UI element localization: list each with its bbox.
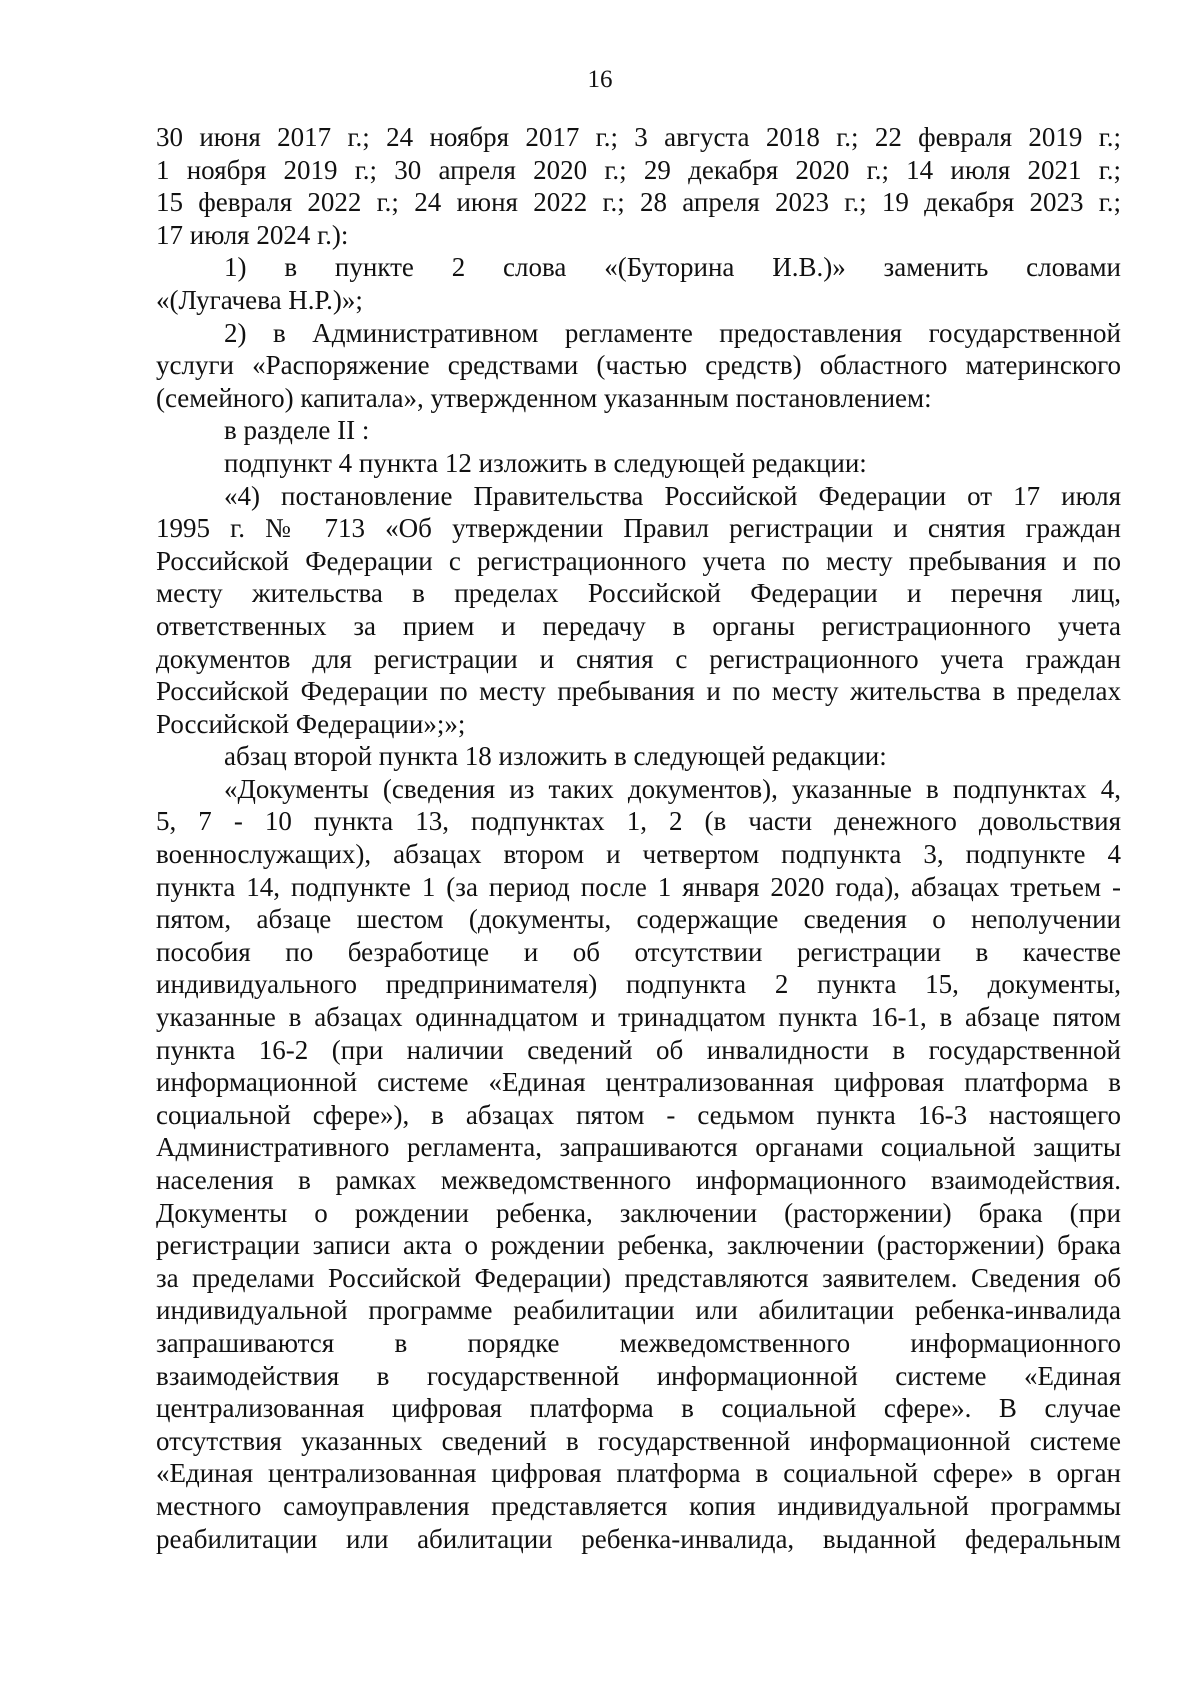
text-line: местного самоуправления представляется копия индивидуальной программы [156, 1490, 1121, 1521]
text-line: населения в рамках межведомственного информационного взаимодействия. [156, 1165, 1121, 1195]
text-line: «Единая централизованная цифровая платформа в социальной сфере» в орган [156, 1458, 1121, 1489]
text-line: (семейного) капитала», утвержденном указанным постановлением: [156, 382, 932, 413]
text-line: социальной сфере»), в абзацах пятом - седьмом пункта 16-3 настоящего [156, 1099, 1121, 1130]
text-line: запрашиваются в порядке межведомственного информационного [156, 1327, 1121, 1358]
text-line: пособия по безработице и об отсутствии регистрации в качестве [156, 936, 1121, 967]
text-line: пятом, абзаце шестом (документы, содержащие сведения о неполучении [156, 904, 1121, 935]
text-line: 30 июня 2017 г.; 24 ноября 2017 г.; 3 августа 2018 г.; 22 февраля 2019 г.; [156, 122, 1121, 152]
text-line: 17 июля 2024 г.): [156, 219, 349, 250]
text-line: взаимодействия в государственной информационной системе «Единая [156, 1360, 1121, 1391]
document-body [156, 121, 1121, 1555]
text-line: Административного регламента, запрашиваются органами социальной защиты [156, 1132, 1121, 1163]
text-line: «4) постановление Правительства Российской Федерации от 17 июля [224, 480, 1121, 511]
text-line: абзац второй пункта 18 изложить в следующей редакции: [224, 741, 887, 772]
text-line: документов для регистрации и снятия с регистрационного учета граждан [156, 643, 1121, 674]
text-line: 1995 г. № 713 «Об утверждении Правил регистрации и снятия граждан [156, 513, 1121, 544]
text-line: реабилитации или абилитации ребенка-инвалида, выданной федеральным [156, 1523, 1121, 1554]
text-line: 1) в пункте 2 слова «(Буторина И.В.)» заменить словами [224, 252, 1121, 283]
text-line: 2) в Административном регламенте предоставления государственной [224, 317, 1121, 348]
text-line: информационной системе «Единая централизованная цифровая платформа в [156, 1067, 1121, 1098]
text-line: 15 февраля 2022 г.; 24 июня 2022 г.; 28 апреля 2023 г.; 19 декабря 2023 г.; [156, 187, 1121, 218]
text-line: «Документы (сведения из таких документов), указанные в подпунктах 4, [224, 773, 1121, 804]
text-line: Документы о рождении ребенка, заключении (расторжении) брака (при [156, 1197, 1121, 1228]
text-line: ответственных за прием и передачу в органы регистрационного учета [156, 610, 1121, 641]
text-line: военнослужащих), абзацах втором и четвертом подпункта 3, подпункте 4 [156, 839, 1121, 870]
text-line: Российской Федерации»;»; [156, 708, 466, 739]
text-line: за пределами Российской Федерации) представляются заявителем. Сведения об [156, 1262, 1121, 1293]
text-line: регистрации записи акта о рождении ребенка, заключении (расторжении) брака [156, 1230, 1121, 1261]
text-line: Российской Федерации с регистрационного учета по месту пребывания и по [156, 545, 1121, 576]
text-line: в разделе II : [224, 415, 370, 446]
text-line: месту жительства в пределах Российской Федерации и перечня лиц, [156, 578, 1121, 609]
text-line: подпункт 4 пункта 12 изложить в следующей редакции: [224, 447, 867, 478]
page-number: 16 [587, 66, 613, 93]
text-line: услуги «Распоряжение средствами (частью средств) областного материнского [156, 350, 1121, 381]
text-line: Российской Федерации по месту пребывания и по месту жительства в пределах [156, 676, 1121, 707]
text-line: пункта 16-2 (при наличии сведений об инвалидности в государственной [156, 1034, 1121, 1065]
text-line: отсутствия указанных сведений в государственной информационной системе [156, 1425, 1121, 1456]
text-line: индивидуальной программе реабилитации или абилитации ребенка-инвалида [156, 1295, 1121, 1326]
text-line: пункта 14, подпункте 1 (за период после 1 января 2020 года), абзацах третьем - [156, 871, 1121, 902]
text-line: индивидуального предпринимателя) подпункта 2 пункта 15, документы, [156, 969, 1121, 1000]
text-line: «(Лугачева Н.Р.)»; [156, 284, 363, 315]
text-line: 5, 7 - 10 пункта 13, подпунктах 1, 2 (в части денежного довольствия [156, 806, 1121, 837]
text-line: централизованная цифровая платформа в социальной сфере». В случае [156, 1393, 1121, 1424]
text-line: 1 ноября 2019 г.; 30 апреля 2020 г.; 29 декабря 2020 г.; 14 июля 2021 г.; [156, 154, 1121, 185]
text-line: указанные в абзацах одиннадцатом и тринадцатом пункта 16-1, в абзаце пятом [156, 1002, 1121, 1033]
